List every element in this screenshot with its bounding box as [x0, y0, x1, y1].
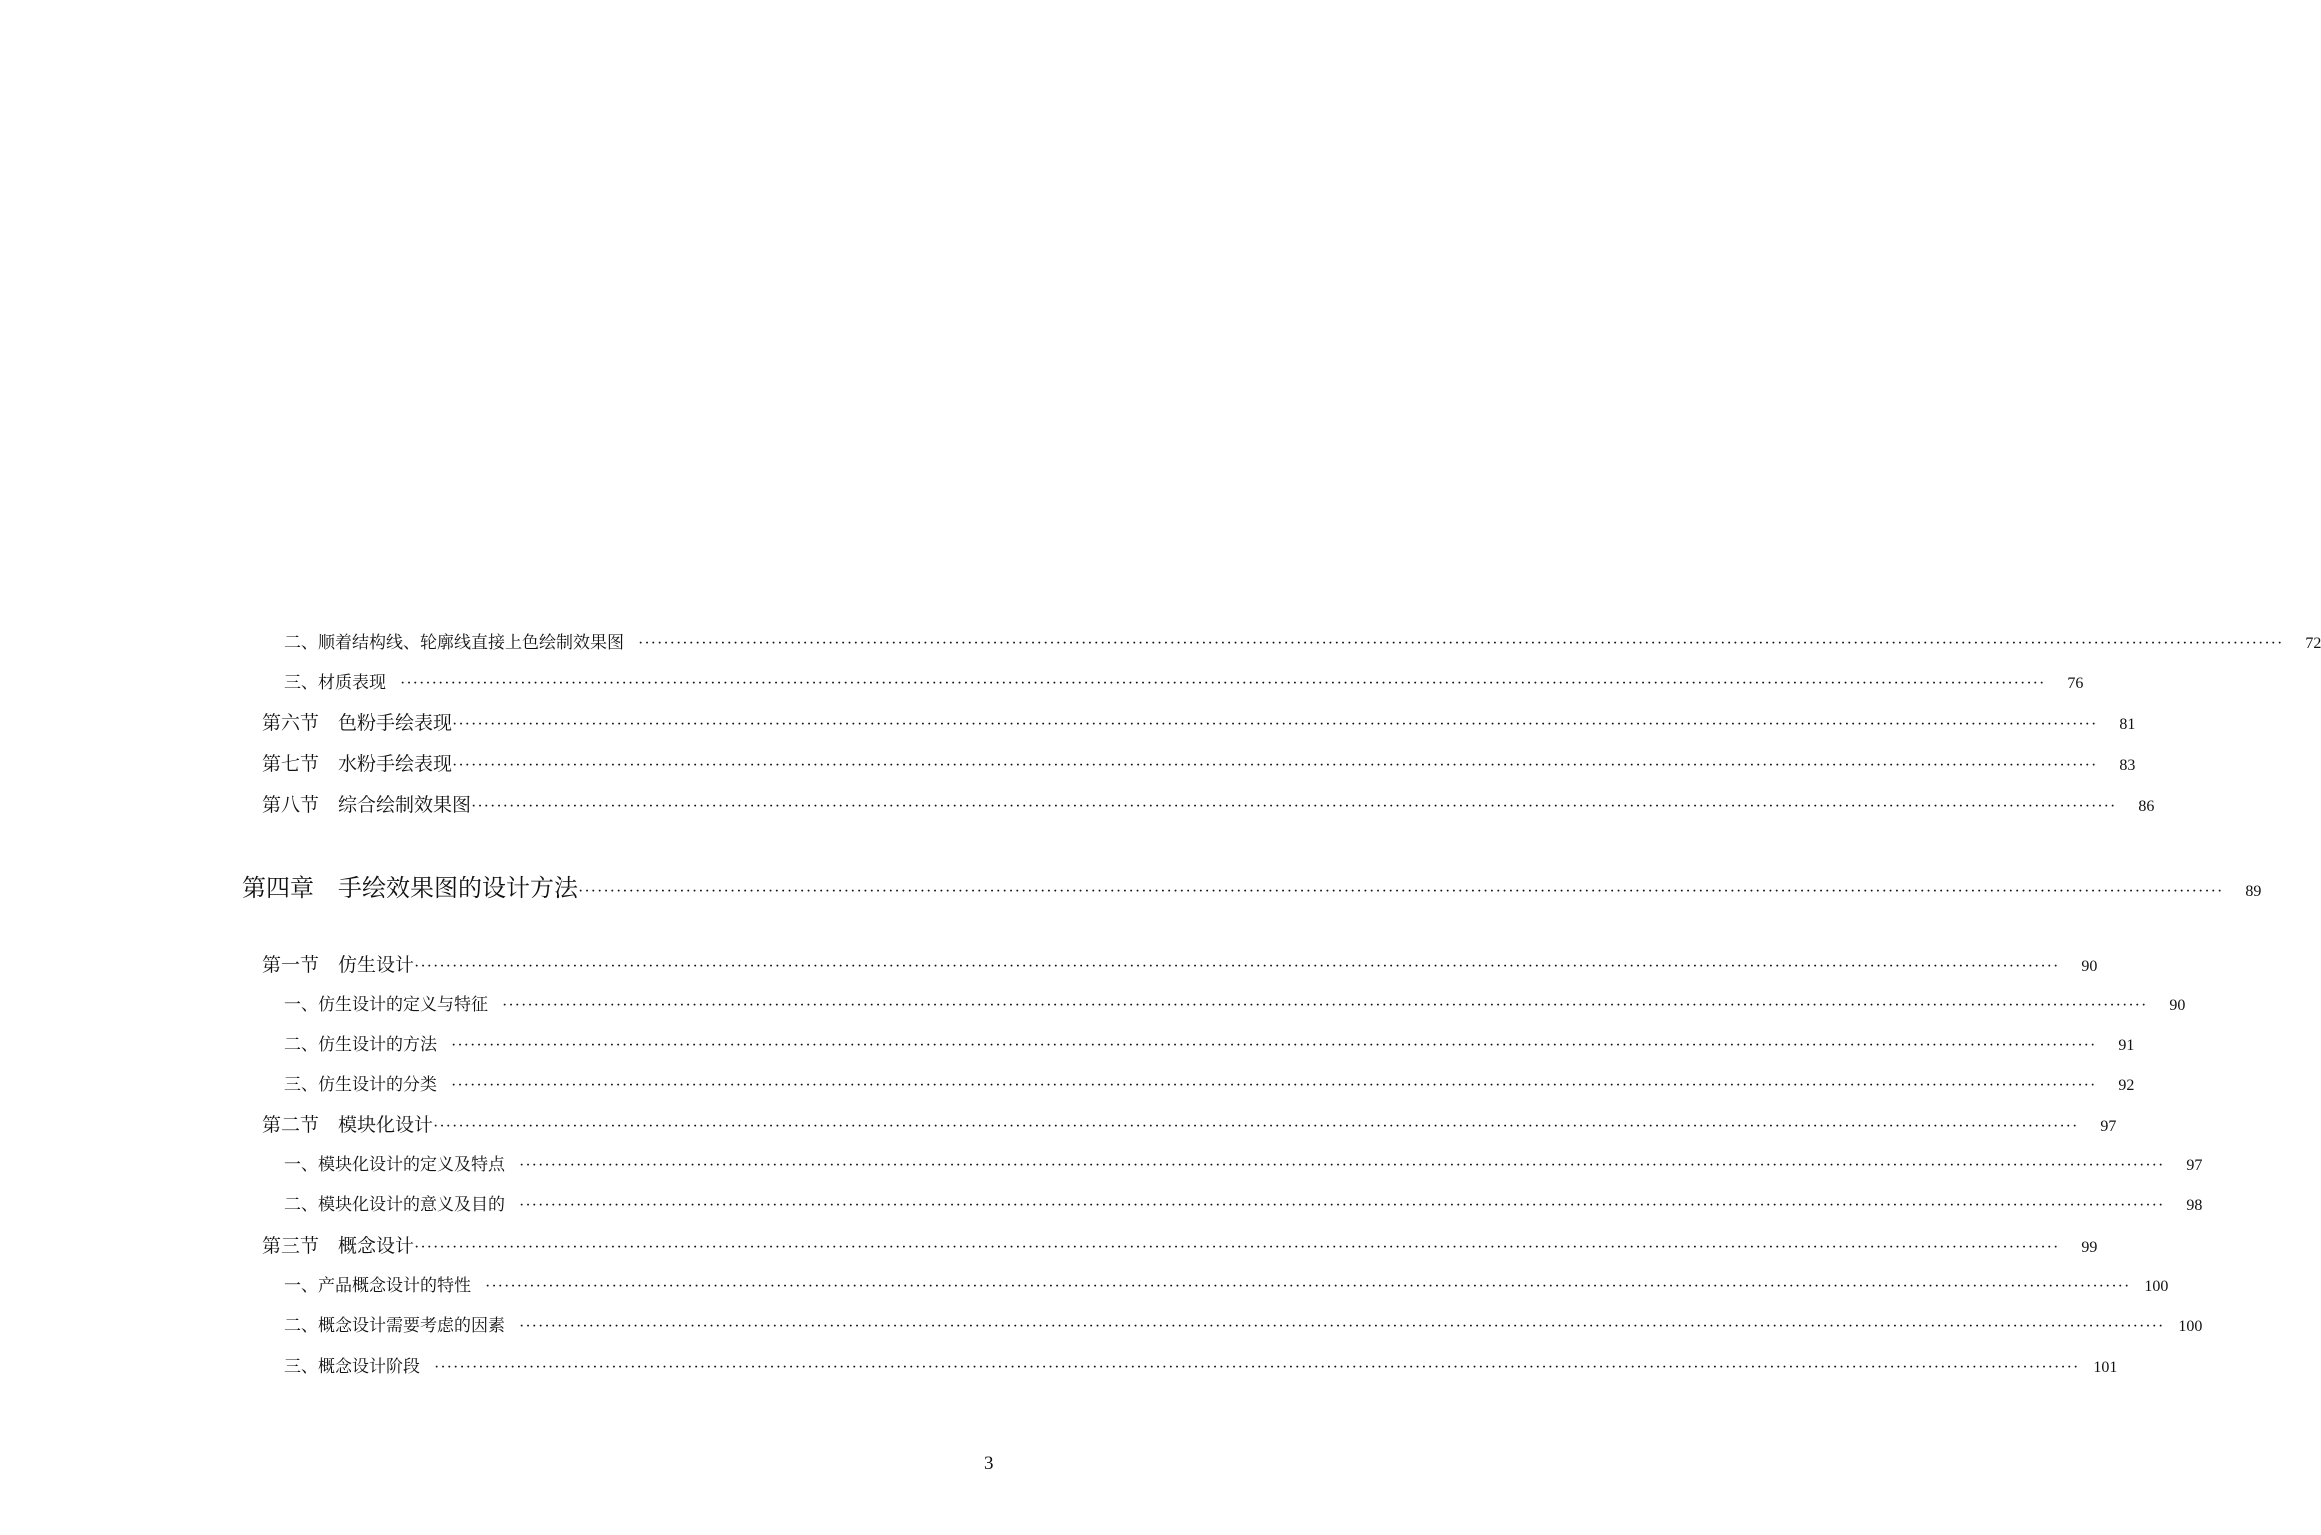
toc-page-number: 100	[2178, 1318, 2203, 1335]
toc-section-title: 第八节 综合绘制效果图	[262, 794, 472, 816]
toc-page-number: 83	[2119, 757, 2136, 774]
page-number: 3	[984, 1453, 994, 1474]
toc-item-title: 三、概念设计阶段	[284, 1357, 420, 1377]
toc-section-row	[262, 749, 2136, 776]
dot-leader: ····································································································································································································································································	[502, 997, 2148, 1014]
dot-leader: ····································································································································································································································································	[400, 675, 2046, 692]
toc-item-title: 二、模块化设计的意义及目的	[284, 1195, 505, 1215]
toc-item-row	[284, 1070, 2135, 1095]
dot-leader: ····································································································································································································································································	[451, 1037, 2097, 1054]
toc-page-number: 101	[2093, 1359, 2118, 1376]
toc-page-number: 97	[2100, 1118, 2117, 1135]
dot-leader: ····································································································································································································································································	[519, 1197, 2165, 1214]
toc-page-number: 92	[2118, 1077, 2135, 1094]
toc-page-number: 90	[2169, 997, 2186, 1014]
toc-chapter-row	[242, 868, 2262, 903]
toc-page-number: 98	[2186, 1197, 2203, 1214]
dot-leader: ····································································································································································································································································	[519, 1318, 2165, 1335]
toc-page-number: 100	[2144, 1278, 2169, 1295]
toc-item-title: 三、材质表现	[284, 673, 386, 693]
toc-item-title: 二、概念设计需要考虑的因素	[284, 1316, 505, 1336]
dot-leader: ····································································································································································································································································	[414, 958, 2060, 975]
dot-leader: ····································································································································································································································································	[433, 1118, 2079, 1135]
toc-item-title: 二、顺着结构线、轮廓线直接上色绘制效果图	[284, 633, 624, 653]
toc-page-number: 91	[2118, 1037, 2135, 1054]
toc-section-row	[262, 1231, 2098, 1258]
dot-leader: ····································································································································································································································································	[519, 1157, 2165, 1174]
toc-section-title: 第二节 模块化设计	[262, 1114, 434, 1136]
toc-item-title: 一、产品概念设计的特性	[284, 1276, 471, 1296]
dot-leader: ····································································································································································································································································	[471, 798, 2117, 815]
dot-leader: ····································································································································································································································································	[414, 1239, 2060, 1256]
dot-leader: ····································································································································································································································································	[638, 635, 2284, 652]
toc-page-number: 76	[2067, 675, 2084, 692]
toc-item-row	[284, 990, 2186, 1015]
toc-item-row	[284, 668, 2084, 693]
toc-section-title: 第六节 色粉手绘表现	[262, 712, 453, 734]
toc-section-row	[262, 790, 2155, 817]
toc-item-row	[284, 1311, 2203, 1336]
toc-item-row	[284, 1030, 2135, 1055]
toc-item-title: 二、仿生设计的方法	[284, 1035, 437, 1055]
toc-section-row	[262, 1110, 2117, 1137]
toc-item-row	[284, 1271, 2169, 1296]
toc-item-title: 三、仿生设计的分类	[284, 1075, 437, 1095]
toc-item-row	[284, 1352, 2118, 1377]
toc-section-row	[262, 950, 2098, 977]
dot-leader: ····································································································································································································································································	[451, 1077, 2097, 1094]
toc-section-title: 第一节 仿生设计	[262, 954, 415, 976]
dot-leader: ····································································································································································································································································	[452, 757, 2098, 774]
dot-leader: ····································································································································································································································································	[452, 716, 2098, 733]
dot-leader: ····································································································································································································································································	[485, 1278, 2131, 1295]
toc-chapter-title: 第四章 手绘效果图的设计方法	[242, 874, 578, 902]
toc-page-number: 81	[2119, 716, 2136, 733]
toc-item-title: 一、模块化设计的定义及特点	[284, 1155, 505, 1175]
toc-section-title: 第七节 水粉手绘表现	[262, 753, 453, 775]
toc-item-row	[284, 1190, 2203, 1215]
toc-item-row	[284, 1150, 2203, 1175]
toc-page-number: 90	[2081, 958, 2098, 975]
toc-page-number: 86	[2138, 798, 2155, 815]
toc-page-number: 99	[2081, 1239, 2098, 1256]
dot-leader: ····································································································································································································································································	[578, 883, 2224, 900]
toc-page-number: 72	[2305, 635, 2321, 652]
toc-item-title: 一、仿生设计的定义与特征	[284, 995, 488, 1015]
toc-section-row	[262, 708, 2136, 735]
toc-section-title: 第三节 概念设计	[262, 1235, 415, 1257]
toc-item-row	[284, 628, 2321, 653]
toc-page-number: 89	[2245, 883, 2262, 900]
toc-page-number: 97	[2186, 1157, 2203, 1174]
dot-leader: ····································································································································································································································································	[434, 1359, 2080, 1376]
